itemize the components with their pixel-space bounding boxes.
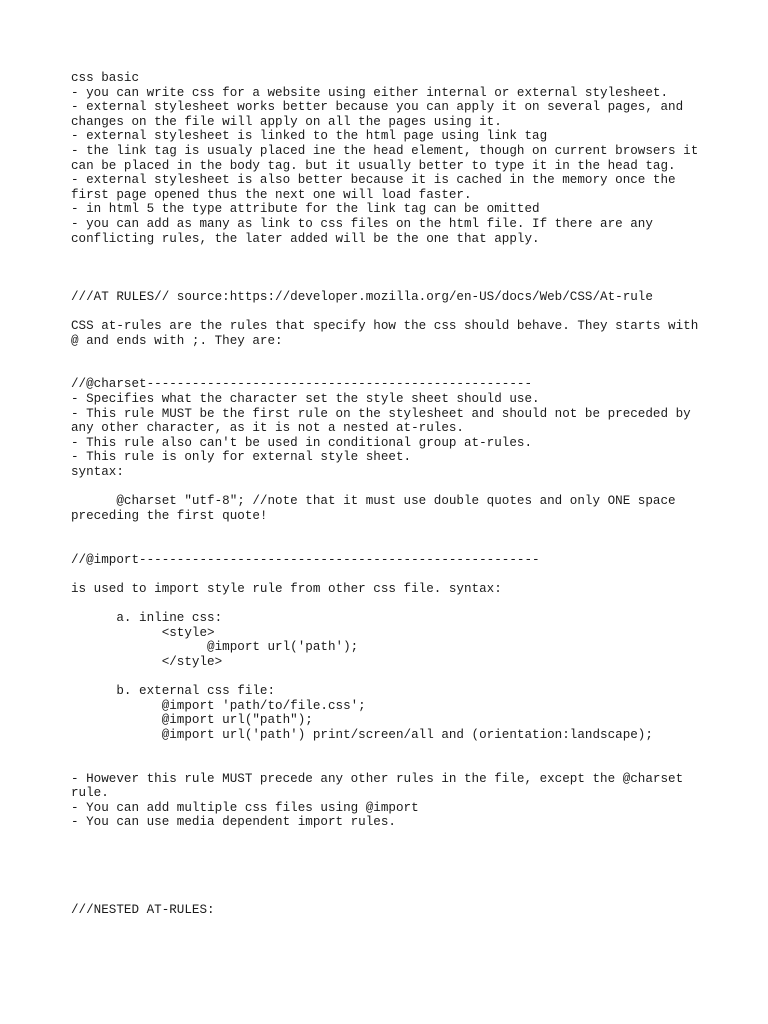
blank-line <box>71 567 711 582</box>
blank-line <box>71 275 711 290</box>
code-line: @import url('path'); <box>71 640 359 655</box>
code-line: @import url('path') print/screen/all and (orientation:landscape); <box>71 727 653 742</box>
blank-line <box>71 888 711 903</box>
text-line: @ and ends with ;. They are: <box>71 333 283 348</box>
text-line: changes on the file will apply on all the pages using it. <box>71 114 502 129</box>
text-line: any other character, as it is not a nested at-rules. <box>71 421 464 436</box>
blank-line <box>71 859 711 874</box>
blank-line <box>71 261 711 276</box>
text-line: - You can use media dependent import rules. <box>71 815 396 830</box>
blank-line <box>71 480 711 495</box>
blank-line <box>71 538 711 553</box>
section-heading-nested-at-rules: ///NESTED AT-RULES: <box>71 902 215 917</box>
code-line: @charset "utf-8"; //note that it must use double quotes and only ONE space <box>71 494 676 509</box>
text-line: - Specifies what the character set the style sheet should use. <box>71 392 540 407</box>
section-heading-at-rules: ///AT RULES// source:https://developer.mozilla.org/en-US/docs/Web/CSS/At-rule <box>71 289 653 304</box>
blank-line <box>71 874 711 889</box>
blank-line <box>71 246 711 261</box>
blank-line <box>71 669 711 684</box>
text-line: rule. <box>71 786 109 801</box>
code-line: a. inline css: <box>71 610 223 625</box>
text-line: can be placed in the body tag. but it usually better to type it in the head tag. <box>71 158 676 173</box>
code-line: @import url("path"); <box>71 713 313 728</box>
blank-line <box>71 305 711 320</box>
text-line: - This rule also can't be used in conditional group at-rules. <box>71 435 533 450</box>
text-line: - in html 5 the type attribute for the link tag can be omitted <box>71 202 540 217</box>
text-line: is used to import style rule from other css file. syntax: <box>71 581 502 596</box>
text-line: - the link tag is usualy placed ine the head element, though on current browsers it <box>71 143 699 158</box>
text-line: preceding the first quote! <box>71 508 268 523</box>
blank-line <box>71 844 711 859</box>
document-body <box>71 71 711 917</box>
section-heading-charset: //@charset--------------------------------------------------- <box>71 377 533 392</box>
section-heading-import: //@import----------------------------------------------------- <box>71 552 540 567</box>
text-line: - external stylesheet works better because you can apply it on several pages, and <box>71 100 684 115</box>
text-line: - external stylesheet is also better because it is cached in the memory once the <box>71 173 676 188</box>
text-line: - You can add multiple css files using @import <box>71 800 419 815</box>
text-line: syntax: <box>71 465 124 480</box>
blank-line <box>71 348 711 363</box>
text-line: - This rule MUST be the first rule on the stylesheet and should not be preceded by <box>71 406 691 421</box>
code-line: b. external css file: <box>71 683 276 698</box>
text-line: conflicting rules, the later added will be the one that apply. <box>71 231 540 246</box>
blank-line <box>71 742 711 757</box>
text-line: - you can add as many as link to css files on the html file. If there are any <box>71 216 653 231</box>
code-line: @import 'path/to/file.css'; <box>71 698 366 713</box>
text-line: CSS at-rules are the rules that specify how the css should behave. They starts with <box>71 319 699 334</box>
code-line: </style> <box>71 654 223 669</box>
text-line: css basic <box>71 71 140 85</box>
text-line: - external stylesheet is linked to the html page using link tag <box>71 129 548 144</box>
blank-line <box>71 523 711 538</box>
text-line: first page opened thus the next one will load faster. <box>71 187 472 202</box>
blank-line <box>71 757 711 772</box>
code-line: <style> <box>71 625 215 640</box>
text-line: - However this rule MUST precede any other rules in the file, except the @charset <box>71 771 684 786</box>
text-line: - you can write css for a website using either internal or external stylesheet. <box>71 85 669 100</box>
text-line: - This rule is only for external style sheet. <box>71 450 412 465</box>
blank-line <box>71 596 711 611</box>
blank-line <box>71 363 711 378</box>
blank-line <box>71 830 711 845</box>
